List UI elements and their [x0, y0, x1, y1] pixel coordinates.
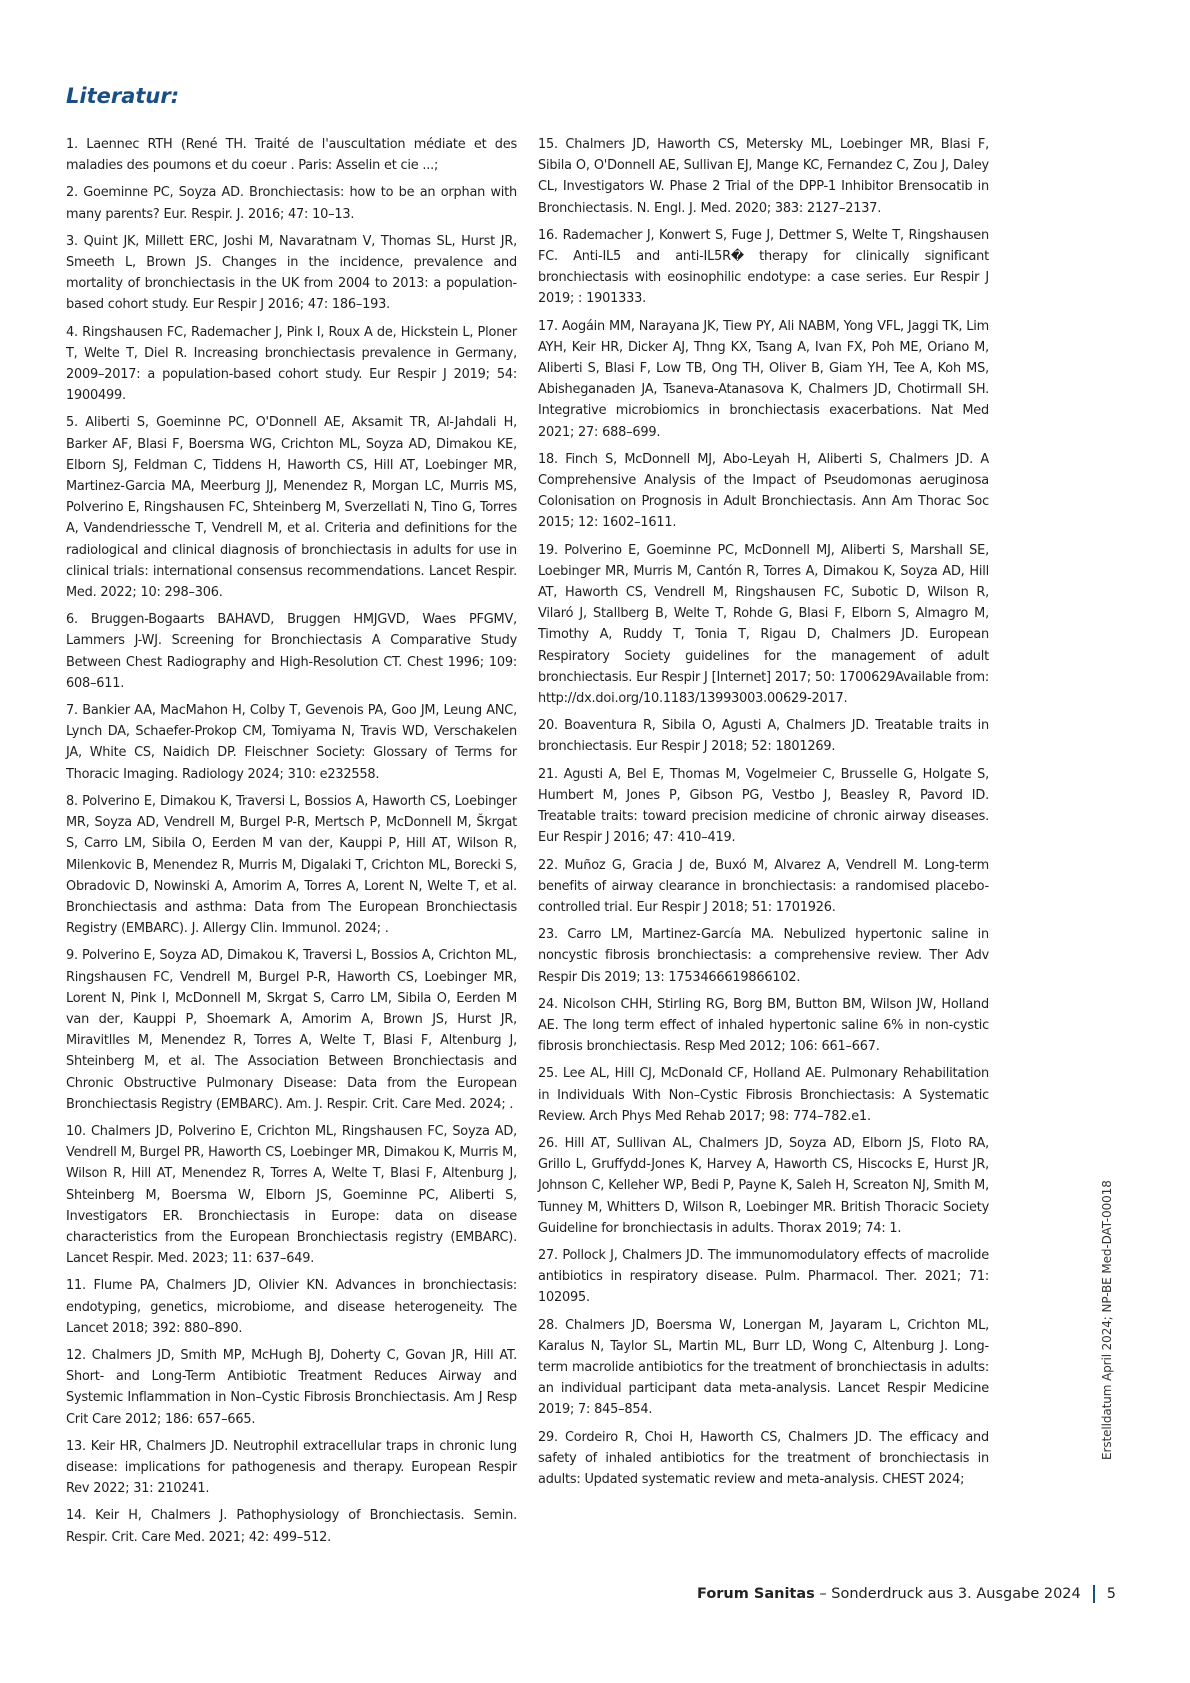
reference-11: 11. Flume PA, Chalmers JD, Olivier KN. Advances in bronchiectasis: endotyping, genetics, microbiome, and disease heterogeneity. The Lancet 2018; 392: 880–890. — [66, 1278, 517, 1336]
page-number: 5 — [1106, 1586, 1116, 1602]
creation-date-note: Erstelldatum April 2024; NP-BE Med-DAT-00018 — [1100, 1180, 1114, 1460]
reference-24: 24. Nicolson CHH, Stirling RG, Borg BM, Button BM, Wilson JW, Holland AE. The long term effect of inhaled hypertonic saline 6% in non-cystic fibrosis bronchiectasis. Resp Med 2012; 106: 661–667. — [538, 996, 989, 1055]
edition-text: – Sonderdruck aus 3. Ausgabe 2024 — [814, 1586, 1081, 1602]
reference-23: 23. Carro LM, Martinez-García MA. Nebulized hypertonic saline in noncystic fibrosis bronchiectasis: a comprehensive review. Ther Adv Respir Dis 2019; 13: 1753466619866102. — [538, 927, 989, 985]
magazine-name: Forum Sanitas — [697, 1586, 815, 1602]
reference-18: 18. Finch S, McDonnell MJ, Abo-Leyah H, Aliberti S, Chalmers JD. A Comprehensive Analysis of the Impact of Pseudomonas aeruginosa Colonisation on Prognosis in Adult Bronchiectasis. Ann Am Thorac Soc 2015; 12: 1602–1611. — [538, 451, 989, 531]
reference-6: 6. Bruggen-Bogaarts BAHAVD, Bruggen HMJGVD, Waes PFGMV, Lammers J-WJ. Screening for Bronchiectasis A Comparative Study Between Chest Radiography and High-Resolution CT. Chest 1996; 109: 608–611. — [66, 612, 517, 691]
reference-21: 21. Agusti A, Bel E, Thomas M, Vogelmeier C, Brusselle G, Holgate S, Humbert M, Jones P, Gibson PG, Vestbo J, Beasley R, Pavord ID. Treatable traits: toward precision medicine of chronic airway diseases. Eur Respir J 2016; 47: 410–419. — [538, 766, 989, 846]
references-column-left — [66, 134, 517, 1554]
reference-15: 15. Chalmers JD, Haworth CS, Metersky ML, Loebinger MR, Blasi F, Sibila O, O'Donnell AE, Sullivan EJ, Mange KC, Fernandez C, Zou J, Daley CL, Investigators W. Phase 2 Trial of the DPP-1 Inhibitor Brensocatib in Bronchiectasis. N. Engl. J. Med. 2020; 383: 2127–2137. — [538, 137, 989, 216]
reference-10: 10. Chalmers JD, Polverino E, Crichton ML, Ringshausen FC, Soyza AD, Vendrell M, Burgel PR, Haworth CS, Loebinger MR, Dimakou K, Murris M, Wilson R, Hill AT, Menendez R, Torres A, Welte T, Blasi F, Altenburg J, Shteinberg M, Boersma W, Elborn JS, Goeminne PC, Aliberti S, Investigators ER. Bronchiectasis in Europe: data on disease characteristics from the European Bronchiectasis registry (EMBARC). Lancet Respir. Med. 2023; 11: 637–649. — [66, 1123, 517, 1267]
reference-26: 26. Hill AT, Sullivan AL, Chalmers JD, Soyza AD, Elborn JS, Floto RA, Grillo L, Gruffydd-Jones K, Harvey A, Haworth CS, Hiscocks E, Hurst JR, Johnson C, Kelleher WP, Bedi P, Payne K, Saleh H, Screaton NJ, Smith M, Tunney M, Whitters D, Wilson R, Loebinger MR. British Thoracic Society Guideline for bronchiectasis in adults. Thorax 2019; 74: 1. — [538, 1135, 989, 1236]
reference-19: 19. Polverino E, Goeminne PC, McDonnell MJ, Aliberti S, Marshall SE, Loebinger MR, Murris M, Cantón R, Torres A, Dimakou K, Soyza AD, Hill AT, Haworth CS, Vendrell M, Ringshausen FC, Subotic D, Wilson R, Vilaró J, Stallberg B, Welte T, Rohde G, Blasi F, Elborn S, Almagro M, Timothy A, Ruddy T, Tonia T, Rigau D, Chalmers JD. European Respiratory Society guidelines for the management of adult bronchiectasis. Eur Respir J [Internet] 2017; 50: 1700629Available from: http://dx.doi.org/10.1183/13993003.00629-2017. — [538, 542, 989, 707]
reference-20: 20. Boaventura R, Sibila O, Agusti A, Chalmers JD. Treatable traits in bronchiectasis. Eur Respir J 2018; 52: 1801269. — [538, 718, 989, 755]
reference-17: 17. Aogáin MM, Narayana JK, Tiew PY, Ali NABM, Yong VFL, Jaggi TK, Lim AYH, Keir HR, Dicker AJ, Thng KX, Tsang A, Ivan FX, Poh ME, Oriano M, Aliberti S, Blasi F, Low TB, Ong TH, Oliver B, Giam YH, Tee A, Koh MS, Abisheganaden JA, Tsaneva-Atanasova K, Chalmers JD, Chotirmall SH. Integrative microbiomics in bronchiectasis exacerbations. Nat Med 2021; 27: 688–699. — [538, 318, 989, 440]
reference-12: 12. Chalmers JD, Smith MP, McHugh BJ, Doherty C, Govan JR, Hill AT. Short- and Long-Term Antibiotic Treatment Reduces Airway and Systemic Inflammation in Non–Cystic Fibrosis Bronchiectasis. Am J Resp Crit Care 2012; 186: 657–665. — [66, 1347, 517, 1427]
reference-29: 29. Cordeiro R, Choi H, Haworth CS, Chalmers JD. The efficacy and safety of inhaled antibiotics for the treatment of bronchiectasis in adults: Updated systematic review and meta-analysis. CHEST 2024; — [538, 1429, 989, 1487]
reference-25: 25. Lee AL, Hill CJ, McDonald CF, Holland AE. Pulmonary Rehabilitation in Individuals With Non–Cystic Fibrosis Bronchiectasis: A Systematic Review. Arch Phys Med Rehab 2017; 98: 774–782.e1. — [538, 1066, 989, 1124]
page-footer — [697, 1585, 1116, 1603]
footer-divider — [1093, 1585, 1095, 1603]
reference-8: 8. Polverino E, Dimakou K, Traversi L, Bossios A, Haworth CS, Loebinger MR, Soyza AD, Vendrell M, Burgel P-R, Mertsch P, McDonnell M, Škrgat S, Carro LM, Sibila O, Eerden M van der, Kauppi P, Hill AT, Wilson R, Milenkovic B, Menendez R, Murris M, Digalaki T, Crichton ML, Borecki S, Obradovic D, Nowinski A, Amorim A, Torres A, Lorent N, Welte T, et al. Bronchiectasis and asthma: Data from The European Bronchiectasis Registry (EMBARC). J. Allergy Clin. Immunol. 2024; . — [66, 793, 517, 937]
reference-22: 22. Muñoz G, Gracia J de, Buxó M, Alvarez A, Vendrell M. Long-term benefits of airway clearance in bronchiectasis: a randomised placebo-controlled trial. Eur Respir J 2018; 51: 1701926. — [538, 857, 989, 915]
reference-13: 13. Keir HR, Chalmers JD. Neutrophil extracellular traps in chronic lung disease: implications for pathogenesis and therapy. European Respir Rev 2022; 31: 210241. — [66, 1438, 517, 1497]
reference-28: 28. Chalmers JD, Boersma W, Lonergan M, Jayaram L, Crichton ML, Karalus N, Taylor SL, Martin ML, Burr LD, Wong C, Altenburg J. Long-term macrolide antibiotics for the treatment of bronchiectasis in adults: an individual participant data meta-analysis. Lancet Respir Medicine 2019; 7: 845–854. — [538, 1317, 989, 1418]
reference-2: 2. Goeminne PC, Soyza AD. Bronchiectasis: how to be an orphan with many parents? Eur. Respir. J. 2016; 47: 10–13. — [66, 185, 517, 222]
reference-7: 7. Bankier AA, MacMahon H, Colby T, Gevenois PA, Goo JM, Leung ANC, Lynch DA, Schaefer-Prokop CM, Tomiyama N, Travis WD, Verschakelen JA, White CS, Naidich DP. Fleischner Society: Glossary of Terms for Thoracic Imaging. Radiology 2024; 310: e232558. — [66, 703, 517, 782]
reference-16: 16. Rademacher J, Konwert S, Fuge J, Dettmer S, Welte T, Ringshausen FC. Anti-IL5 and anti-IL5R� therapy for clinically significant bronchiectasis with eosinophilic endotype: a case series. Eur Respir J 2019; : 1901333. — [538, 227, 989, 307]
reference-3: 3. Quint JK, Millett ERC, Joshi M, Navaratnam V, Thomas SL, Hurst JR, Smeeth L, Brown JS. Changes in the incidence, prevalence and mortality of bronchiectasis in the UK from 2004 to 2013: a population-based cohort study. Eur Respir J 2016; 47: 186–193. — [66, 233, 517, 313]
reference-4: 4. Ringshausen FC, Rademacher J, Pink I, Roux A de, Hickstein L, Ploner T, Welte T, Diel R. Increasing bronchiectasis prevalence in Germany, 2009–2017: a population-based cohort study. Eur Respir J 2019; 54: 1900499. — [66, 324, 517, 404]
reference-5: 5. Aliberti S, Goeminne PC, O'Donnell AE, Aksamit TR, Al-Jahdali H, Barker AF, Blasi F, Boersma WG, Crichton ML, Soyza AD, Dimakou KE, Elborn SJ, Feldman C, Tiddens H, Haworth CS, Hill AT, Loebinger MR, Martinez-Garcia MA, Meerburg JJ, Menendez R, Morgan LC, Murris MS, Polverino E, Ringshausen FC, Shteinberg M, Sverzellati N, Tino G, Torres A, Vandendriessche T, Vendrell M, et al. Criteria and definitions for the radiological and clinical diagnosis of bronchiectasis in adults for use in clinical trials: international consensus recommendations. Lancet Respir. Med. 2022; 10: 298–306. — [66, 415, 517, 601]
reference-1: 1. Laennec RTH (René TH. Traité de l'auscultation médiate et des maladies des poumons et du coeur . Paris: Asselin et cie ...; — [66, 137, 517, 174]
page-heading: Literatur: — [66, 84, 180, 108]
references-column-right — [538, 134, 989, 1496]
reference-14: 14. Keir H, Chalmers J. Pathophysiology of Bronchiectasis. Semin. Respir. Crit. Care Med. 2021; 42: 499–512. — [66, 1508, 517, 1545]
reference-27: 27. Pollock J, Chalmers JD. The immunomodulatory effects of macrolide antibiotics in respiratory disease. Pulm. Pharmacol. Ther. 2021; 71: 102095. — [538, 1247, 989, 1306]
reference-9: 9. Polverino E, Soyza AD, Dimakou K, Traversi L, Bossios A, Crichton ML, Ringshausen FC, Vendrell M, Burgel P-R, Haworth CS, Loebinger MR, Lorent N, Pink I, McDonnell M, Skrgat S, Carro LM, Sibila O, Eerden M van der, Kauppi P, Shoemark A, Amorim A, Brown JS, Hurst JR, Miravitlles M, Menendez R, Torres A, Welte T, Blasi F, Altenburg J, Shteinberg M, et al. The Association Between Bronchiectasis and Chronic Obstructive Pulmonary Disease: Data from the European Bronchiectasis Registry (EMBARC). Am. J. Respir. Crit. Care Med. 2024; . — [66, 948, 517, 1112]
